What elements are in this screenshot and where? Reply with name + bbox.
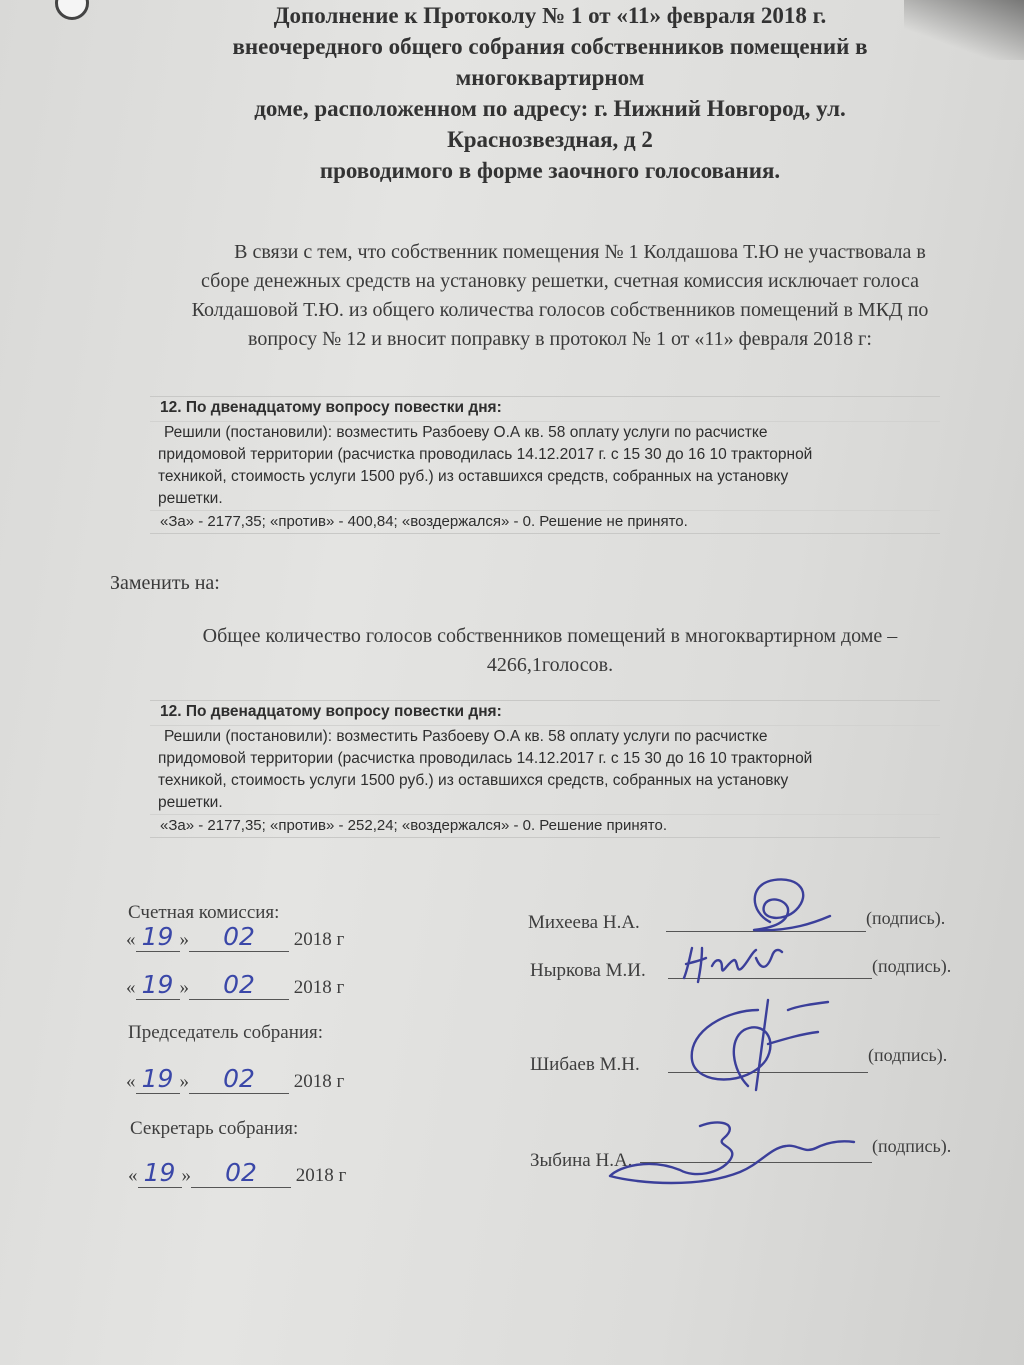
intro-paragraph <box>135 238 985 354</box>
handwritten-day: 19 <box>136 922 180 952</box>
question-text-line: Решили (постановили): возместить Разбоеву О.А кв. 58 оплату услуги по расчистке <box>164 424 768 441</box>
signature-nyrkova-icon <box>676 938 786 988</box>
hole-punch-corner <box>55 0 89 20</box>
title-line: Краснозвездная, д 2 <box>447 127 653 152</box>
intro-line: сборе денежных средств на установку решетки, счетная комиссия исключает голоса <box>201 270 919 292</box>
handwritten-month: 02 <box>189 970 289 1000</box>
handwritten-month: 02 <box>189 1064 289 1094</box>
question-heading: 12. По двенадцатому вопросу повестки дня: <box>150 701 940 726</box>
signer-name: Зыбина Н.А. <box>530 1150 633 1171</box>
vote-results: «За» - 2177,35; «против» - 400,84; «воздержался» - 0. Решение не принято. <box>150 510 940 533</box>
title-line: Дополнение к Протоколу № 1 от «11» февраля 2018 г. <box>273 3 827 28</box>
signature-caption: (подпись). <box>872 1136 952 1156</box>
vote-results: «За» - 2177,35; «против» - 252,24; «воздержался» - 0. Решение принято. <box>150 814 940 837</box>
secretary-label: Секретарь собрания: <box>130 1118 299 1139</box>
date-line: « 19 » 02 2018 г <box>128 1158 347 1187</box>
total-line: 4266,1голосов. <box>486 654 614 676</box>
title-line: внеочередного общего собрания собственников помещений в <box>232 34 868 59</box>
total-line: Общее количество голосов собственников помещений в многоквартирном доме – <box>202 625 898 647</box>
signature-caption: (подпись). <box>866 908 946 928</box>
signer-name: Михеева Н.А. <box>528 912 640 933</box>
question-new-block <box>150 700 940 838</box>
intro-line: Колдашовой Т.Ю. из общего количества голосов собственников помещений в МКД по <box>191 299 929 321</box>
signature-zybina-icon <box>590 1112 860 1202</box>
signer-name: Шибаев М.Н. <box>530 1054 640 1075</box>
handwritten-month: 02 <box>189 922 289 952</box>
total-votes <box>150 622 950 680</box>
question-heading: 12. По двенадцатому вопросу повестки дня: <box>150 397 940 422</box>
signature-shibaev-icon <box>668 990 838 1100</box>
chair-label: Председатель собрания: <box>128 1022 324 1043</box>
date-line: « 19 » 02 2018 г <box>126 1064 345 1093</box>
question-text-line: техникой, стоимость услуги 1500 руб.) из оставшихся средств, собранных на установку <box>158 468 789 485</box>
signature-mikheeva-icon <box>730 872 840 942</box>
question-text-line: техникой, стоимость услуги 1500 руб.) из оставшихся средств, собранных на установку <box>158 772 789 789</box>
intro-line: вопросу № 12 и вносит поправку в протокол № 1 от «11» февраля 2018 г: <box>248 328 872 350</box>
date-line: « 19 » 02 2018 г <box>126 970 345 999</box>
document-title <box>170 0 930 186</box>
handwritten-month: 02 <box>191 1158 291 1188</box>
signature-caption: (подпись). <box>872 956 952 976</box>
handwritten-day: 19 <box>136 970 180 1000</box>
signer-name: Ныркова М.И. <box>530 960 646 981</box>
question-old-block <box>150 396 940 534</box>
question-text-line: придомовой территории (расчистка проводилась 14.12.2017 г. с 15 30 до 16 10 тракторной <box>158 446 813 463</box>
title-line: доме, расположенном по адресу: г. Нижний Новгород, ул. <box>254 96 846 121</box>
intro-line: В связи с тем, что собственник помещения № 1 Колдашова Т.Ю не участвовала в <box>234 241 926 263</box>
title-line: проводимого в форме заочного голосования. <box>319 158 781 183</box>
question-text-line: решетки. <box>158 794 223 811</box>
title-line: многоквартирном <box>455 65 645 90</box>
commission-label: Счетная комиссия: <box>128 902 280 923</box>
question-text-line: придомовой территории (расчистка проводилась 14.12.2017 г. с 15 30 до 16 10 тракторной <box>158 750 813 767</box>
date-line: « 19 » 02 2018 г <box>126 922 345 951</box>
replace-label: Заменить на: <box>110 572 220 594</box>
handwritten-day: 19 <box>136 1064 180 1094</box>
handwritten-day: 19 <box>138 1158 182 1188</box>
question-text-line: Решили (постановили): возместить Разбоеву О.А кв. 58 оплату услуги по расчистке <box>164 728 768 745</box>
question-text-line: решетки. <box>158 490 223 507</box>
signature-caption: (подпись). <box>868 1045 948 1065</box>
